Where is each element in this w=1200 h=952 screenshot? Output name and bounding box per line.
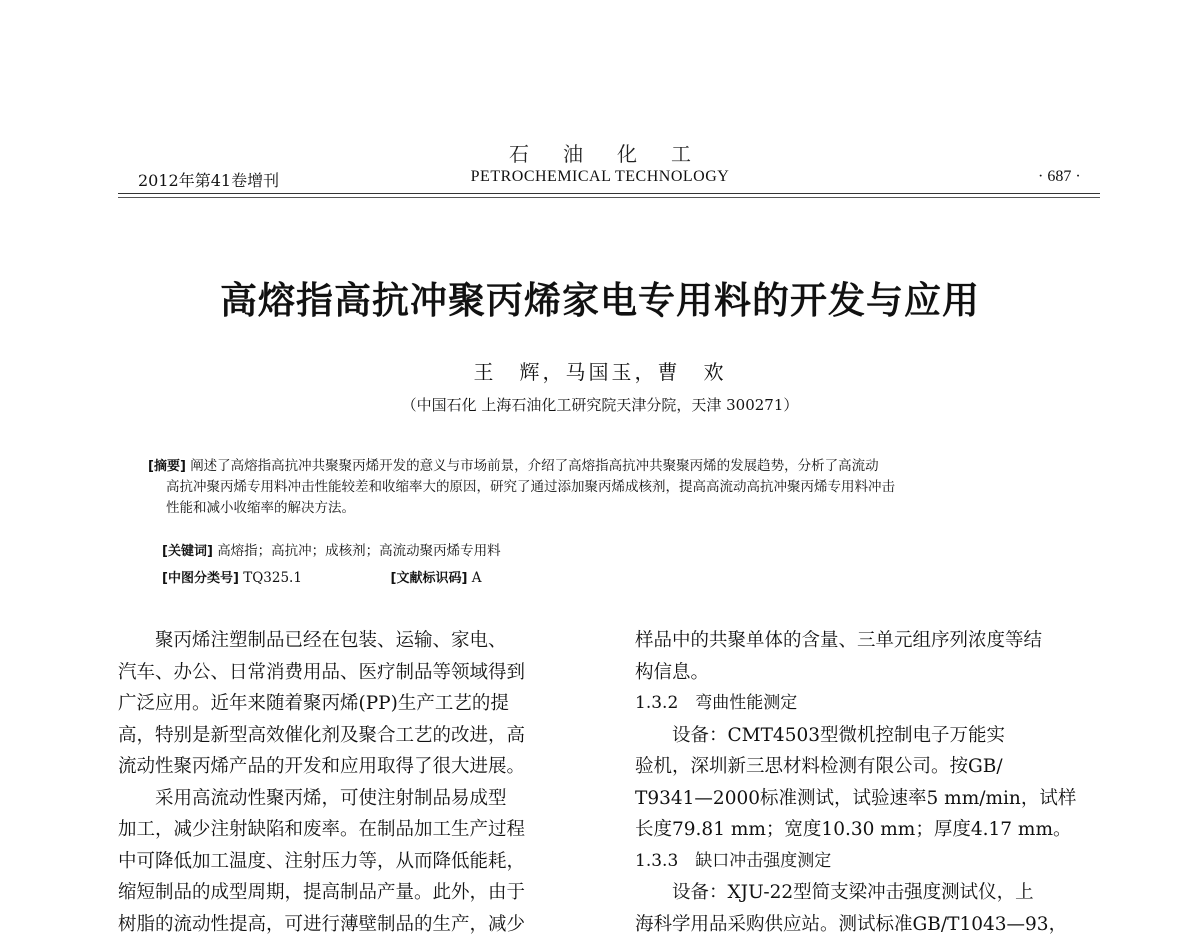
paragraph-line: T9341—2000标准测试，试验速率5 mm/min，试样 — [635, 787, 1077, 809]
keywords-label: [关键词] — [162, 544, 213, 559]
paragraph-line: 加工，减少注射缺陷和废率。在制品加工生产过程 — [118, 819, 526, 840]
author-list: 王 辉，马国玉，曹 欢 — [473, 360, 727, 384]
abstract-label: [摘要] — [148, 459, 186, 474]
paragraph-line: 长度79.81 mm；宽度10.30 mm；厚度4.17 mm。 — [635, 819, 1072, 840]
paragraph-line: 中可降低加工温度、注射压力等，从而降低能耗， — [118, 850, 526, 872]
paragraph-line: 广泛应用。近年来随着聚丙烯(PP)生产工艺的提 — [118, 693, 509, 714]
clc-value: TQ325.1 — [243, 570, 302, 586]
header-rule — [118, 193, 1100, 194]
keywords — [162, 539, 501, 559]
paragraph-line: 聚丙烯注塑制品已经在包装、运输、家电、 — [155, 630, 507, 651]
body-right-column — [635, 625, 1105, 940]
body-left-column — [118, 625, 588, 940]
journal-name-cn: 石油化工 — [509, 142, 725, 166]
abstract-line-2: 高抗冲聚丙烯专用料冲击性能较差和收缩率大的原因，研究了通过添加聚丙烯成核剂，提高高流动高抗冲聚丙烯专用料冲击 — [166, 479, 895, 495]
paragraph-line: 缩短制品的成型周期，提高制品产量。此外，由于 — [118, 882, 526, 903]
paragraph-line: 海科学用品采购供应站。测试标准GB/T1043—93， — [635, 913, 1068, 935]
abstract-line-3: 性能和减小收缩率的解决方法。 — [166, 500, 355, 516]
paragraph-line: 样品中的共聚单体的含量、三单元组序列浓度等结 — [635, 630, 1043, 651]
classification — [162, 567, 481, 586]
abstract — [148, 456, 1068, 519]
doc-code-label: [文献标识码] — [390, 571, 468, 586]
paragraph-line: 设备：CMT4503型微机控制电子万能实 — [672, 724, 1006, 746]
paragraph-line: 验机，深圳新三思材料检测有限公司。按GB/ — [635, 756, 1003, 777]
issue-label: 2012年第41卷增刊 — [138, 171, 280, 190]
paragraph-line: 树脂的流动性提高，可进行薄壁制品的生产，减少 — [118, 913, 526, 935]
header-rule-thin — [118, 197, 1100, 198]
clc-label: [中图分类号] — [162, 571, 239, 586]
paragraph-line: 采用高流动性聚丙烯，可使注射制品易成型 — [155, 787, 507, 809]
section-heading: 1.3.3 缺口冲击强度测定 — [635, 850, 832, 871]
affiliation: （中国石化 上海石油化工研究院天津分院，天津 300271） — [401, 396, 799, 414]
paragraph-line: 设备：XJU-22型简支梁冲击强度测试仪，上 — [672, 882, 1034, 903]
page-number: · 687 · — [1038, 168, 1081, 185]
doc-code-value: A — [471, 570, 482, 586]
paragraph-line: 汽车、办公、日常消费用品、医疗制品等领域得到 — [118, 661, 526, 683]
section-heading: 1.3.2 弯曲性能测定 — [635, 693, 798, 713]
keywords-text: 高熔指；高抗冲；成核剂；高流动聚丙烯专用料 — [217, 543, 501, 559]
article-title: 高熔指高抗冲聚丙烯家电专用料的开发与应用 — [220, 279, 980, 322]
paragraph-line: 构信息。 — [635, 661, 710, 683]
journal-name-en: PETROCHEMICAL TECHNOLOGY — [470, 168, 730, 185]
paragraph-line: 高，特别是新型高效催化剂及聚合工艺的改进，高 — [118, 724, 526, 746]
paragraph-line: 流动性聚丙烯产品的开发和应用取得了很大进展。 — [118, 756, 526, 777]
abstract-line-1: [摘要] 阐述了高熔指高抗冲共聚聚丙烯开发的意义与市场前景，介绍了高熔指高抗冲共聚聚丙烯的发展趋势，分析了高流动 — [148, 458, 879, 474]
